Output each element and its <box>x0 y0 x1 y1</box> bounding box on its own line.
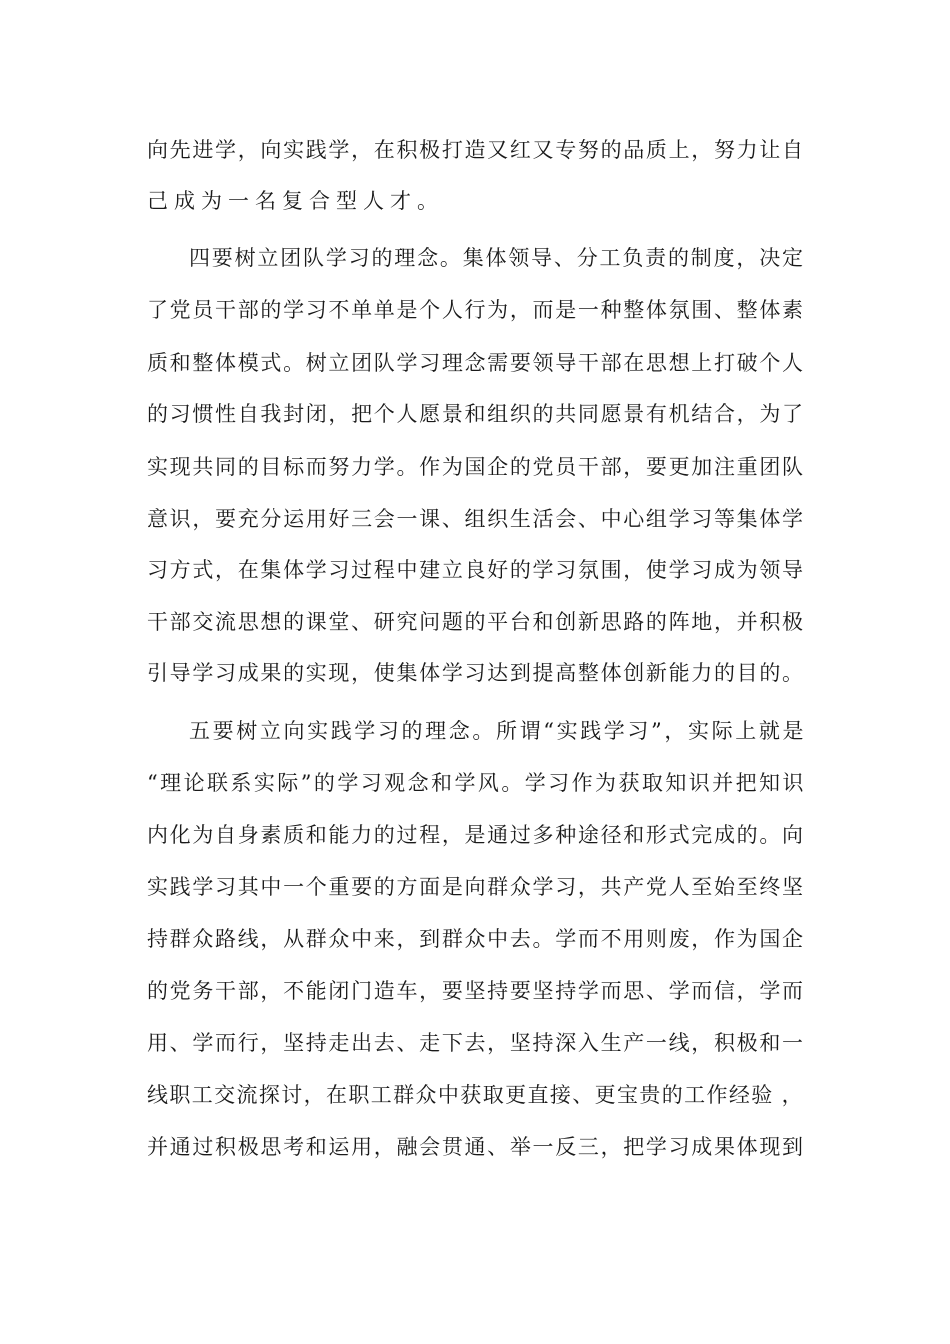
text-line: 了党员干部的学习不单单是个人行为，而是一种整体氛围、整体素 <box>147 298 805 322</box>
text-line: 实践学习其中一个重要的方面是向群众学习，共产党人至始至终坚 <box>147 875 805 899</box>
text-line: 习方式，在集体学习过程中建立良好的学习氛围，使学习成为领导 <box>147 558 805 582</box>
text-line: 持群众路线，从群众中来，到群众中去。学而不用则废，作为国企 <box>147 927 805 951</box>
text-line: 并通过积极思考和运用，融会贯通、举一反三，把学习成果体现到 <box>147 1135 805 1159</box>
text-line: 实现共同的目标而努力学。作为国企的党员干部，要更加注重团队 <box>147 455 805 479</box>
text-line: 向先进学，向实践学，在积极打造又红又专努的品质上，努力让自 <box>147 138 805 162</box>
text-line: 的习惯性自我封闭，把个人愿景和组织的共同愿景有机结合，为了 <box>147 402 805 426</box>
text-line: 干部交流思想的课堂、研究问题的平台和创新思路的阵地，并积极 <box>147 610 805 634</box>
paragraph-5-first-line: 五要树立向实践学习的理念。所谓“实践学习”，实际上就是 <box>189 719 807 743</box>
text-line: “理论联系实际”的学习观念和学风。学习作为获取知识并把知识 <box>147 771 806 795</box>
text-line: 意识，要充分运用好三会一课、组织生活会、中心组学习等集体学 <box>147 507 805 531</box>
text-line: 用、学而行，坚持走出去、走下去，坚持深入生产一线，积极和一 <box>147 1031 805 1055</box>
text-line: 内化为自身素质和能力的过程，是通过多种途径和形式完成的。向 <box>147 823 805 847</box>
text-line: 己成为一名复合型人才。 <box>147 189 444 213</box>
text-line: 线职工交流探讨，在职工群众中获取更直接、更宝贵的工作经验 ， <box>147 1083 805 1107</box>
paragraph-4-first-line: 四要树立团队学习的理念。集体领导、分工负责的制度，决定 <box>189 246 805 270</box>
text-line: 质和整体模式。树立团队学习理念需要领导干部在思想上打破个人 <box>147 351 805 375</box>
text-line: 引导学习成果的实现，使集体学习达到提高整体创新能力的目的。 <box>147 661 805 685</box>
text-line: 的党务干部，不能闭门造车，要坚持要坚持学而思、学而信，学而 <box>147 979 805 1003</box>
